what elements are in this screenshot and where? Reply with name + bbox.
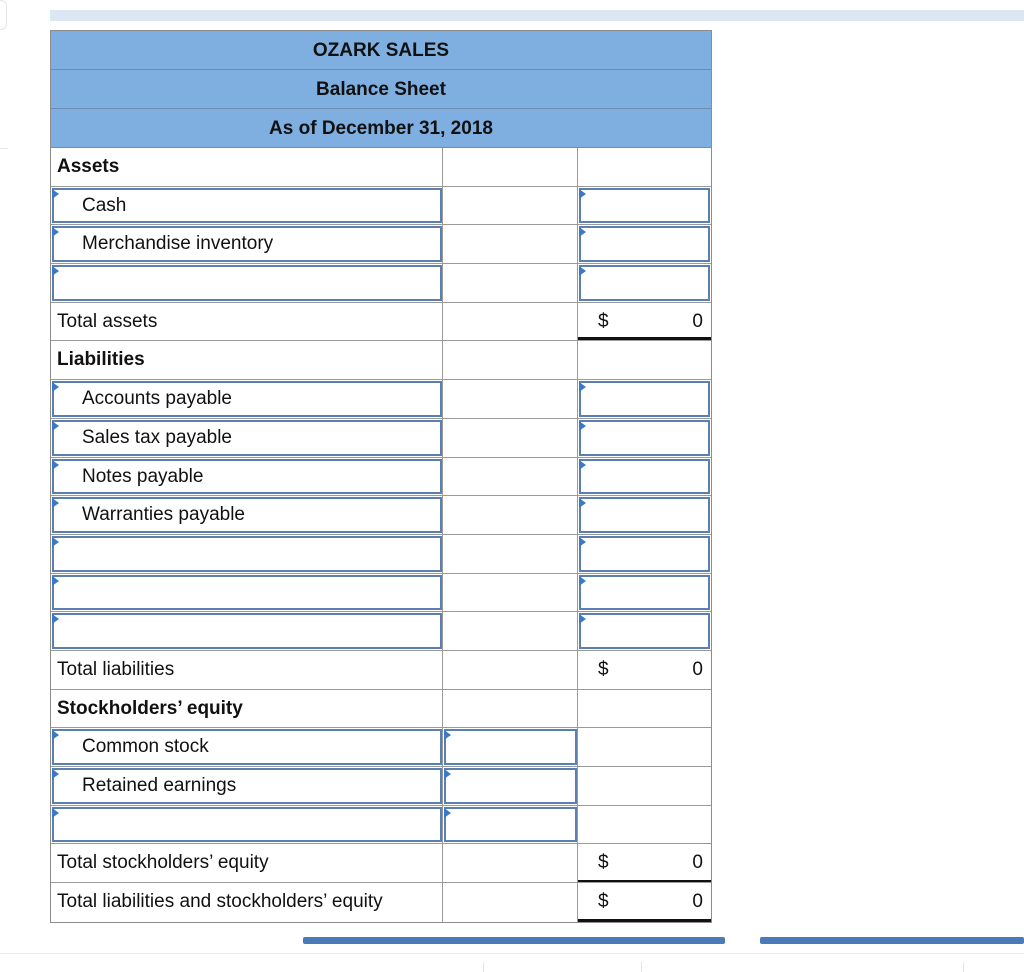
amount-cell — [443, 535, 578, 573]
amount-cell — [443, 651, 578, 689]
liability-amount-input[interactable] — [578, 419, 711, 457]
assets-heading: Assets — [51, 148, 443, 186]
total-equity-cell — [578, 844, 711, 882]
table-row — [51, 574, 711, 613]
total-cell — [578, 341, 711, 379]
liabilities-heading: Liabilities — [51, 341, 443, 379]
liability-account-dropdown[interactable]: Notes payable — [51, 458, 443, 496]
total-assets-value: 0 — [692, 310, 703, 332]
liability-amount-input[interactable] — [578, 535, 711, 573]
table-row — [51, 535, 711, 574]
scroll-bar-right[interactable] — [760, 937, 1024, 944]
total-cell — [578, 767, 711, 805]
asset-amount-input[interactable] — [578, 225, 711, 263]
liability-amount-input[interactable] — [578, 458, 711, 496]
table-row — [51, 225, 711, 264]
table-row — [51, 419, 711, 458]
amount-cell — [443, 844, 578, 882]
liability-account-dropdown[interactable]: Warranties payable — [51, 496, 443, 534]
amount-cell — [443, 264, 578, 302]
equity-amount-input[interactable] — [443, 728, 578, 766]
amount-cell — [443, 303, 578, 341]
liability-amount-input[interactable] — [578, 496, 711, 534]
total-cell — [578, 728, 711, 766]
table-row — [51, 380, 711, 419]
equity-amount-input[interactable] — [443, 806, 578, 844]
equity-account-dropdown[interactable] — [51, 806, 443, 844]
bottom-divider — [0, 953, 1024, 954]
table-row — [51, 651, 711, 690]
equity-account-dropdown[interactable]: Common stock — [51, 728, 443, 766]
liability-account-dropdown[interactable]: Sales tax payable — [51, 419, 443, 457]
asset-amount-input[interactable] — [578, 187, 711, 225]
amount-cell — [443, 419, 578, 457]
liability-amount-input[interactable] — [578, 380, 711, 418]
liability-account-dropdown[interactable] — [51, 535, 443, 573]
grand-total-cell — [578, 883, 711, 922]
amount-cell — [443, 225, 578, 263]
table-row — [51, 187, 711, 226]
amount-cell — [443, 458, 578, 496]
amount-cell — [443, 187, 578, 225]
amount-cell — [443, 380, 578, 418]
table-row — [51, 767, 711, 806]
equity-account-dropdown[interactable]: Retained earnings — [51, 767, 443, 805]
liability-amount-input[interactable] — [578, 612, 711, 650]
grand-total-value: 0 — [692, 891, 703, 913]
table-row — [51, 806, 711, 845]
amount-cell — [443, 612, 578, 650]
currency-symbol: $ — [598, 891, 609, 913]
table-row — [51, 690, 711, 729]
divider-tick — [963, 962, 964, 972]
side-divider — [0, 148, 8, 149]
amount-cell — [443, 574, 578, 612]
balance-sheet-table — [50, 30, 712, 923]
amount-cell — [443, 496, 578, 534]
table-row — [51, 458, 711, 497]
equity-heading: Stockholders’ equity — [51, 690, 443, 728]
asset-account-dropdown[interactable] — [51, 264, 443, 302]
scroll-bar-left[interactable] — [303, 937, 725, 944]
equity-amount-input[interactable] — [443, 767, 578, 805]
asset-amount-input[interactable] — [578, 264, 711, 302]
table-row — [51, 612, 711, 651]
total-cell — [578, 690, 711, 728]
table-row — [51, 341, 711, 380]
liability-account-dropdown[interactable] — [51, 574, 443, 612]
total-cell — [578, 148, 711, 186]
liability-amount-input[interactable] — [578, 574, 711, 612]
statement-title: Balance Sheet — [51, 70, 711, 109]
currency-symbol: $ — [598, 310, 609, 332]
total-cell — [578, 806, 711, 844]
total-assets-label: Total assets — [51, 303, 443, 341]
table-row — [51, 844, 711, 883]
frame-corner — [0, 0, 7, 30]
table-row — [51, 883, 711, 922]
total-liabilities-cell — [578, 651, 711, 689]
amount-cell — [443, 148, 578, 186]
divider-tick — [483, 962, 484, 972]
amount-cell — [443, 883, 578, 922]
company-name: OZARK SALES — [51, 31, 711, 70]
table-row — [51, 303, 711, 342]
statement-date: As of December 31, 2018 — [51, 109, 711, 148]
currency-symbol: $ — [598, 658, 609, 680]
amount-cell — [443, 690, 578, 728]
liability-account-dropdown[interactable]: Accounts payable — [51, 380, 443, 418]
table-row — [51, 496, 711, 535]
table-row — [51, 148, 711, 187]
total-equity-label: Total stockholders’ equity — [51, 844, 443, 882]
total-liabilities-label: Total liabilities — [51, 651, 443, 689]
grand-total-label: Total liabilities and stockholders’ equity — [51, 883, 443, 922]
currency-symbol: $ — [598, 852, 609, 874]
top-strip — [50, 10, 1024, 21]
asset-account-dropdown[interactable]: Merchandise inventory — [51, 225, 443, 263]
total-equity-value: 0 — [692, 852, 703, 874]
liability-account-dropdown[interactable] — [51, 612, 443, 650]
table-row — [51, 728, 711, 767]
amount-cell — [443, 341, 578, 379]
total-assets-cell — [578, 303, 711, 341]
table-row — [51, 264, 711, 303]
total-liabilities-value: 0 — [692, 658, 703, 680]
divider-tick — [641, 962, 642, 972]
asset-account-dropdown[interactable]: Cash — [51, 187, 443, 225]
